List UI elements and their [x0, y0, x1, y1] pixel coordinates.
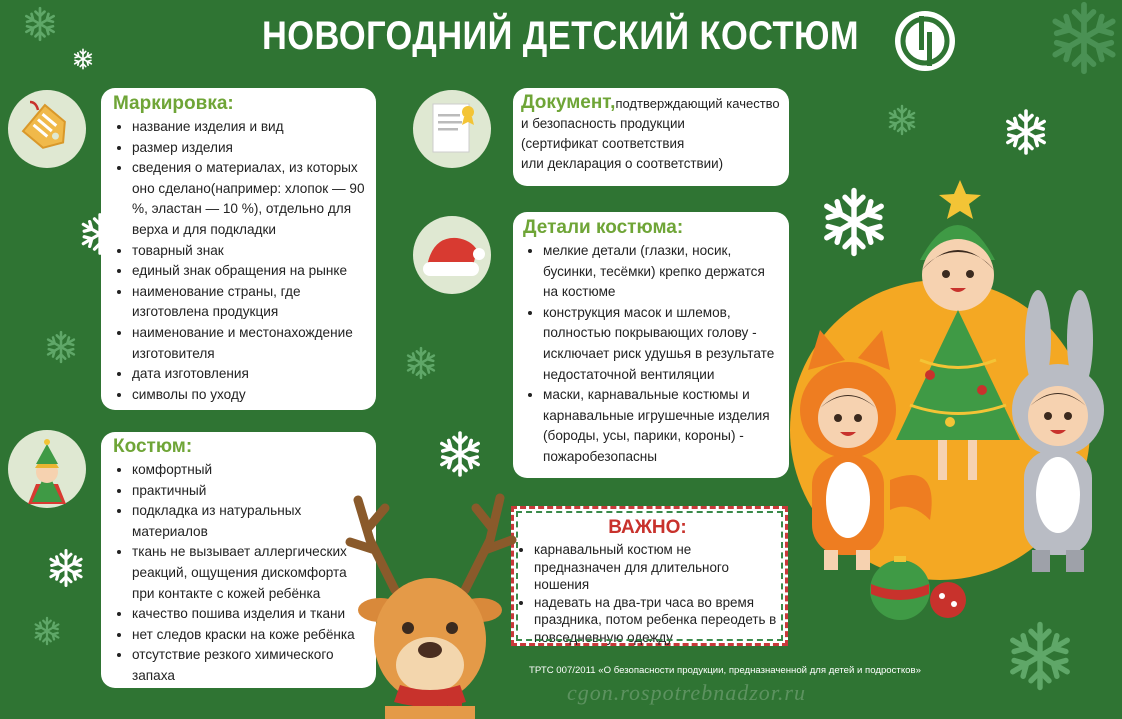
- logo-icon: [892, 8, 958, 74]
- snowflake-icon: [44, 330, 78, 364]
- list-item: • ткань не вызывает аллергических реакций, ощущения дискомфорта при контакте с кожей ребёнка: [132, 542, 368, 604]
- reindeer-illustration: [340, 480, 520, 719]
- snowflake-icon: [72, 48, 94, 70]
- list-item: • дата изготовления: [132, 364, 368, 385]
- details-card: [513, 212, 789, 478]
- costume-card: [101, 432, 376, 688]
- snowflake-icon: [22, 6, 58, 42]
- important-box: [511, 506, 788, 646]
- details-list: [523, 241, 783, 468]
- snowflake-icon: [1002, 108, 1050, 156]
- snowflake-icon: [436, 430, 484, 478]
- list-item: • практичный: [132, 481, 368, 502]
- watermark: cgon.rospotrebnadzor.ru: [567, 680, 806, 705]
- marking-heading: Маркировка:: [113, 93, 234, 114]
- marking-list: [113, 117, 368, 405]
- marking-card: [101, 88, 376, 410]
- important-list: [518, 541, 777, 647]
- ornament-icon: [868, 556, 968, 622]
- list-item: • нет следов краски на коже ребёнка: [132, 625, 368, 646]
- price-tag-circle: [8, 90, 86, 168]
- list-item: • карнавальный костюм не предназначен для длительного ношения: [534, 541, 777, 594]
- document-icon: [413, 90, 491, 168]
- list-item: • подкладка из натуральных материалов: [132, 501, 368, 542]
- costume-list: [113, 460, 368, 687]
- santa-hat-icon: [413, 216, 491, 294]
- page-title: НОВОГОДНИЙ ДЕТСКИЙ КОСТЮМ: [262, 14, 860, 58]
- important-heading: ВАЖНО:: [608, 517, 687, 538]
- list-item: • надевать на два-три часа во время праздника, потом ребенка переодеть в повседневную одежду: [534, 594, 777, 647]
- document-text-line: и безопасность продукции: [521, 116, 685, 131]
- list-item: • маски, карнавальные костюмы и карнавальные игрушечные изделия (бороды, усы, парики, короны) - пожаробезопасны: [543, 385, 783, 467]
- list-item: • название изделия и вид: [132, 117, 368, 138]
- santa-hat-circle: [413, 216, 491, 294]
- snowflake-icon: [32, 616, 62, 646]
- elf-child-icon: [8, 430, 86, 508]
- snowflake-icon: [1004, 620, 1076, 692]
- price-tag-icon: [8, 90, 86, 168]
- document-heading: Документ,: [521, 92, 616, 113]
- list-item: • комфортный: [132, 460, 368, 481]
- snowflake-icon: [886, 104, 918, 136]
- list-item: • наименование страны, где изготовлена продукция: [132, 282, 368, 323]
- list-item: • качество пошива изделия и ткани: [132, 604, 368, 625]
- list-item: • единый знак обращения на рынке: [132, 261, 368, 282]
- details-heading: Детали костюма:: [523, 217, 684, 238]
- list-item: • символы по уходу: [132, 385, 368, 406]
- list-item: • размер изделия: [132, 138, 368, 159]
- list-item: • сведения о материалах, из которых оно сделано(например: хлопок — 90 %, эластан — 10 %), отдельно для верха и для подкладки: [132, 158, 368, 240]
- snowflake-icon: [1046, 0, 1122, 76]
- list-item: • отсутствие резкого химического запаха: [132, 645, 368, 686]
- list-item: • конструкция масок и шлемов, полностью покрывающих голову - исключает риск удушья в результате недостаточной вентиляции: [543, 303, 783, 385]
- list-item: • наименование и местонахождение изготовителя: [132, 323, 368, 364]
- list-item: • товарный знак: [132, 241, 368, 262]
- document-text-line: подтверждающий качество: [615, 96, 780, 111]
- document-circle: [413, 90, 491, 168]
- document-text-line: или декларация о соответствии): [521, 156, 724, 171]
- snowflake-icon: [404, 346, 438, 380]
- document-text-line: (сертификат соответствия: [521, 136, 685, 151]
- list-item: • мелкие детали (глазки, носик, бусинки, тесёмки) крепко держатся на костюме: [543, 241, 783, 303]
- document-card: [513, 88, 789, 186]
- costume-heading: Костюм:: [113, 436, 193, 457]
- footnote: ТРТС 007/2011 «О безопасности продукции, предназначенной для детей и подростков»: [529, 665, 921, 676]
- elf-child-circle: [8, 430, 86, 508]
- snowflake-icon: [46, 548, 86, 588]
